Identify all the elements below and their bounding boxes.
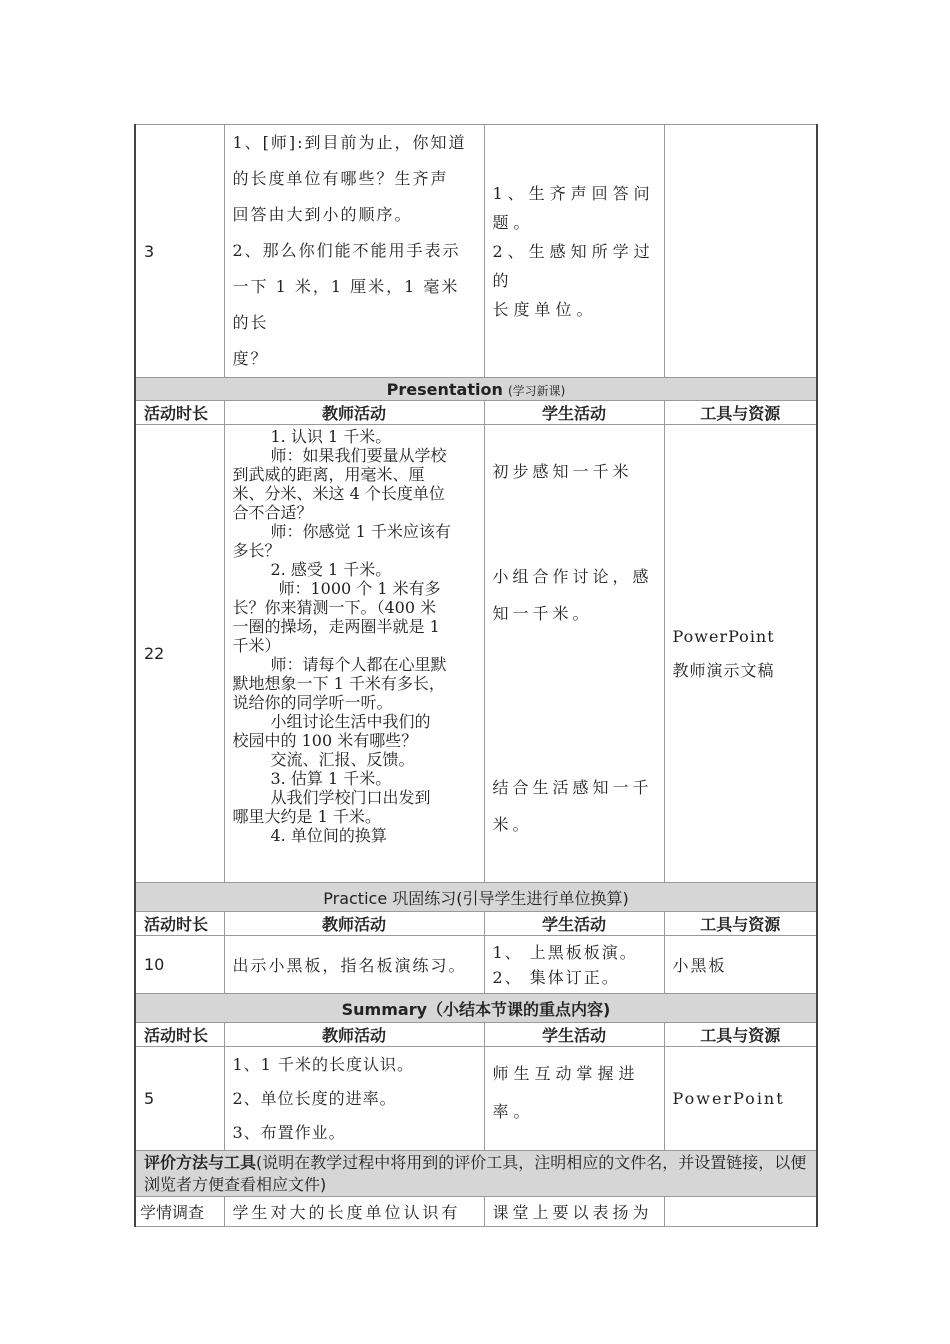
evaluation-note: (说明在教学过程中将用到的评价工具，注明相应的文件名，并设置链接，以便浏览者方便查看相应文件) xyxy=(144,1152,807,1194)
activity-row-3 xyxy=(135,125,817,378)
header-tools: 工具与资源 xyxy=(664,401,817,425)
text-line: 2、 集体订正。 xyxy=(492,967,620,987)
text-line: 哪里大约是 1 千米。 xyxy=(232,807,381,826)
section-title: Presentation xyxy=(386,379,503,399)
text-line: 的长度单位有哪些？生齐声 xyxy=(232,169,449,188)
duration-cell: 3 xyxy=(135,125,224,378)
text-line: 2、单位长度的进率。 xyxy=(232,1088,397,1108)
text-line: 1、1 千米的长度认识。 xyxy=(232,1054,414,1074)
text-line: 师生互动掌握进 xyxy=(492,1064,640,1083)
text-line: 回答由大到小的顺序。 xyxy=(232,205,413,224)
text-line: 交流、汇报、反馈。 xyxy=(270,750,415,769)
text-line: 米、分米、米这 4 个长度单位 xyxy=(232,484,445,503)
text-line: 到武威的距离，用毫米、厘 xyxy=(232,465,425,484)
section-subtitle: (学习新课) xyxy=(507,383,566,398)
text-line: 教师演示文稿 xyxy=(672,660,775,680)
evaluation-row xyxy=(135,1197,817,1227)
text-line: 1、生齐声回答问 xyxy=(492,183,655,203)
column-header-row xyxy=(135,1023,817,1047)
header-student: 学生活动 xyxy=(484,1023,664,1047)
student-activity-cell xyxy=(484,425,664,883)
text-line: 度？ xyxy=(232,349,269,368)
evaluation-title: 评价方法与工具 xyxy=(144,1152,257,1172)
header-teacher: 教师活动 xyxy=(224,1023,484,1047)
duration-cell: 10 xyxy=(135,936,224,994)
text-line: 4. 单位间的换算 xyxy=(270,826,387,845)
header-duration: 活动时长 xyxy=(135,1023,224,1047)
text-line: 率。 xyxy=(492,1102,535,1121)
tools-cell xyxy=(664,125,817,378)
practice-row xyxy=(135,936,817,994)
summary-section-header xyxy=(135,994,817,1023)
text-line: 师：你感觉 1 千米应该有 xyxy=(270,522,451,541)
text-line: 2. 感受 1 千米。 xyxy=(270,560,392,579)
tools-cell: PowerPoint xyxy=(664,1047,817,1151)
text-line: 知一千米。 xyxy=(492,604,593,623)
text-line: 题。 xyxy=(492,212,535,232)
summary-row xyxy=(135,1047,817,1151)
text-line: 一圈的操场，走两圈半就是 1 xyxy=(232,617,440,636)
text-line: 校园中的 100 米有哪些？ xyxy=(232,731,418,750)
text-line: 师：如果我们要量从学校 xyxy=(270,446,447,465)
section-title: Practice 巩固练习(引导学生进行单位换算) xyxy=(135,883,817,912)
text-line: 千米） xyxy=(232,636,281,655)
column-header-row xyxy=(135,401,817,425)
spacer xyxy=(493,632,656,769)
text-line: PowerPoint xyxy=(672,626,775,646)
text-line: 2、那么你们能不能用手表示 xyxy=(232,241,461,260)
text-line: 长度单位。 xyxy=(492,299,598,319)
teacher-activity-cell xyxy=(224,425,484,883)
header-tools: 工具与资源 xyxy=(664,1023,817,1047)
tools-cell xyxy=(664,425,817,883)
practice-section-header xyxy=(135,883,817,912)
lesson-plan-table xyxy=(134,124,818,1227)
student-activity-cell xyxy=(484,1047,664,1151)
presentation-row xyxy=(135,425,817,883)
text-line: 初步感知一千米 xyxy=(492,462,633,481)
text-line: 3、布置作业。 xyxy=(232,1122,346,1142)
text-line: 1、 上黑板板演。 xyxy=(492,942,638,962)
text-line: 师：请每个人都在心里默 xyxy=(270,655,447,674)
tools-cell xyxy=(664,1197,817,1227)
duration-cell: 5 xyxy=(135,1047,224,1151)
section-title: Summary（小结本节课的重点内容) xyxy=(135,994,817,1023)
duration-cell: 22 xyxy=(135,425,224,883)
student-activity-cell: 课堂上要以表扬为 xyxy=(484,1197,664,1227)
tools-cell: 小黑板 xyxy=(664,936,817,994)
text-line: 合不合适？ xyxy=(232,503,313,522)
teacher-activity-cell: 出示小黑板，指名板演练习。 xyxy=(224,936,484,994)
column-header-row xyxy=(135,912,817,936)
header-teacher: 教师活动 xyxy=(224,401,484,425)
text-line: 说给你的同学听一听。 xyxy=(232,693,393,712)
text-line: 小组合作讨论，感 xyxy=(492,567,653,586)
teacher-activity-cell xyxy=(224,125,484,378)
text-line: 师：1000 个 1 米有多 xyxy=(278,579,441,598)
text-line: 从我们学校门口出发到 xyxy=(270,788,431,807)
text-line: 1. 认识 1 千米。 xyxy=(270,427,392,446)
header-teacher: 教师活动 xyxy=(224,912,484,936)
header-student: 学生活动 xyxy=(484,401,664,425)
presentation-section-header xyxy=(135,378,817,401)
text-line: 结合生活感知一千 xyxy=(492,778,653,797)
text-line: 2、生感知所学过的 xyxy=(492,241,655,290)
spacer xyxy=(493,490,656,558)
header-duration: 活动时长 xyxy=(135,912,224,936)
text-line: 一下 1 米，1 厘米，1 毫米的长 xyxy=(232,277,460,332)
teacher-activity-cell xyxy=(224,1047,484,1151)
text-line: 3. 估算 1 千米。 xyxy=(270,769,392,788)
evaluation-section-header xyxy=(135,1151,817,1197)
text-line: 米。 xyxy=(492,815,533,834)
evaluation-row-label: 学情调查 xyxy=(135,1197,224,1227)
text-line: 长？你来猜测一下。（400 米 xyxy=(232,598,437,617)
header-duration: 活动时长 xyxy=(135,401,224,425)
header-student: 学生活动 xyxy=(484,912,664,936)
student-activity-cell xyxy=(484,125,664,378)
student-activity-cell xyxy=(484,936,664,994)
text-line: 默地想象一下 1 千米有多长， xyxy=(232,674,445,693)
teacher-activity-cell: 学生对大的长度单位认识有 xyxy=(224,1197,484,1227)
text-line: 小组讨论生活中我们的 xyxy=(270,712,431,731)
text-line: 1、[师]:到目前为止，你知道 xyxy=(232,133,467,152)
text-line: 多长？ xyxy=(232,541,281,560)
header-tools: 工具与资源 xyxy=(664,912,817,936)
